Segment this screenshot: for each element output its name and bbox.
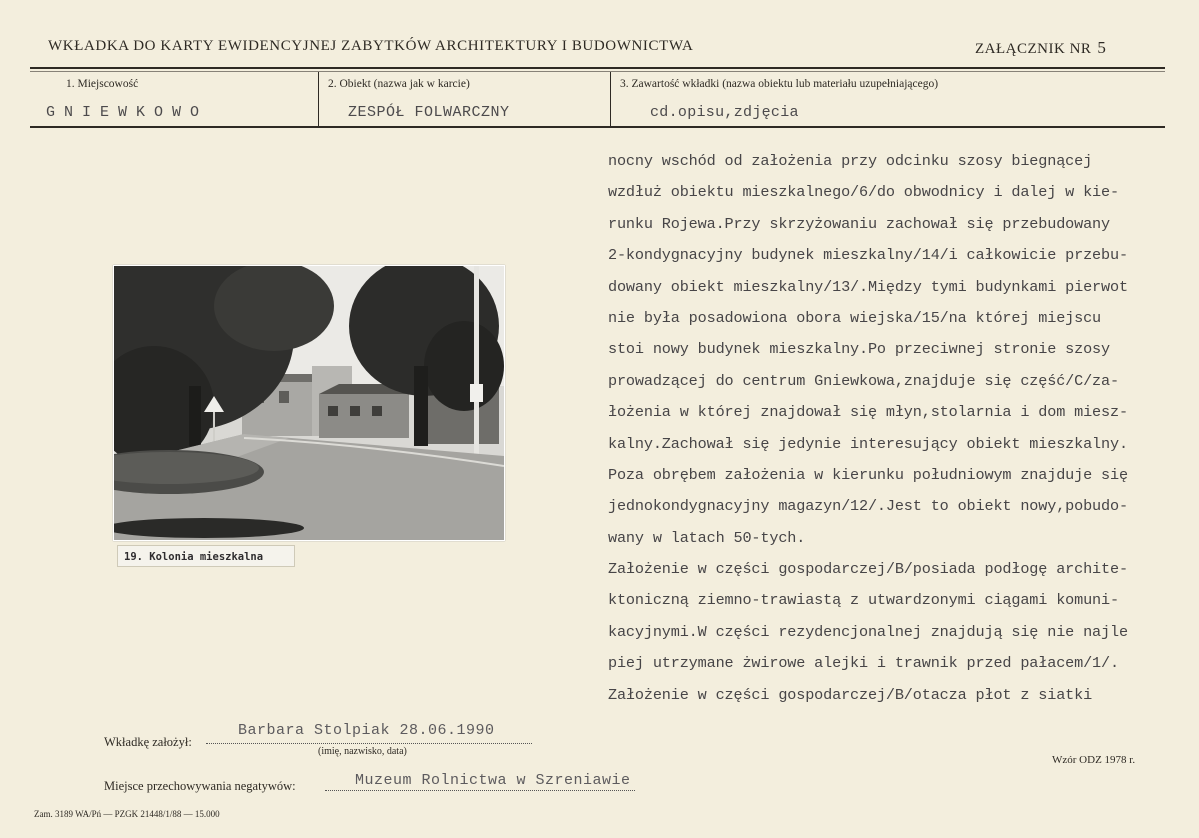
photograph [113,265,505,541]
description-line: 2-kondygnacyjny budynek mieszkalny/14/i całkowicie przebu- [608,246,1128,265]
locality-value: GNIEWKOWO [46,104,209,121]
negatives-label: Miejsce przechowywania negatywów: [104,779,296,793]
header-rule-bottom [30,126,1165,128]
column-divider-2 [610,72,611,127]
attachment-number: 5 [1097,38,1107,57]
description-line: wzdłuż obiektu mieszkalnego/6/do obwodnicy i dalej w kie- [608,183,1119,202]
photo-caption: 19. Kolonia mieszkalna [117,545,295,567]
column-divider-1 [318,72,319,127]
description-line: kacyjnymi.W części rezydencjonalnej znajdują się nie najle [608,622,1128,641]
attachment-label-text: ZAŁĄCZNIK NR [975,41,1092,57]
object-value: ZESPÓŁ FOLWARCZNY [348,104,510,121]
negatives-dotted-line [325,790,635,791]
founder-dotted-line [206,743,532,744]
template-note: Wzór ODZ 1978 r. [1052,754,1136,766]
form-title: WKŁADKA DO KARTY EWIDENCYJNEJ ZABYTKÓW ARCHITEKTURY I BUDOWNICTWA [48,38,694,54]
negatives-value: Muzeum Rolnictwa w Szreniawie [355,772,631,789]
description-line: nocny wschód od założenia przy odcinku szosy biegnącej [608,152,1093,170]
description-line: nie była posadowiona obora wiejska/15/na której miejscu [608,308,1102,327]
description-line: piej utrzymane żwirowe alejki i trawnik przed pałacem/1/. [608,654,1119,673]
founder-value: Barbara Stolpiak 28.06.1990 [238,722,495,739]
description-line: wany w latach 50-tych. [608,528,806,547]
description-line: dowany obiekt mieszkalny/13/.Między tymi budynkami pierwot [608,277,1128,296]
description-line: Założenie w części gospodarczej/B/otacza płot z siatki [608,685,1093,704]
photo-scene [114,266,504,540]
founder-hint: (imię, nazwisko, data) [318,746,407,757]
description-line: ktoniczną ziemno-trawiastą z utwardzonymi ciągami komuni- [608,591,1119,610]
contents-heading: 3. Zawartość wkładki (nazwa obiektu lub materiału uzupełniającego) [620,78,939,90]
description-line: Poza obrębem założenia w kierunku południowym znajduje się [608,465,1128,484]
description-line: stoi nowy budynek mieszkalny.Po przeciwnej stronie szosy [608,340,1110,359]
description-line: jednokondygnacyjny magazyn/12/.Jest to obiekt nowy,pobudo- [608,497,1128,516]
object-heading: 2. Obiekt (nazwa jak w karcie) [328,78,470,90]
description-line: łożenia w której znajdował się młyn,stolarnia i dom miesz- [608,403,1128,422]
contents-value: cd.opisu,zdjęcia [650,104,799,121]
header-rule-top [30,67,1165,69]
header-rule-top-thin [30,71,1165,72]
description-line: Założenie w części gospodarczej/B/posiada podłogę archite- [608,560,1128,579]
founder-label: Wkładkę założył: [104,735,192,749]
print-code: Zam. 3189 WA/Pń — PZGK 21448/1/88 — 15.000 [34,809,220,819]
locality-heading: 1. Miejscowość [66,78,139,90]
description-line: prowadzącej do centrum Gniewkowa,znajduje się część/C/za- [608,371,1119,390]
attachment-label [975,38,1106,58]
description-line: kalny.Zachował się jedynie interesujący obiekt mieszkalny. [608,434,1128,453]
description-text [608,146,1198,711]
description-line: runku Rojewa.Przy skrzyżowaniu zachował się przebudowany [608,214,1110,233]
